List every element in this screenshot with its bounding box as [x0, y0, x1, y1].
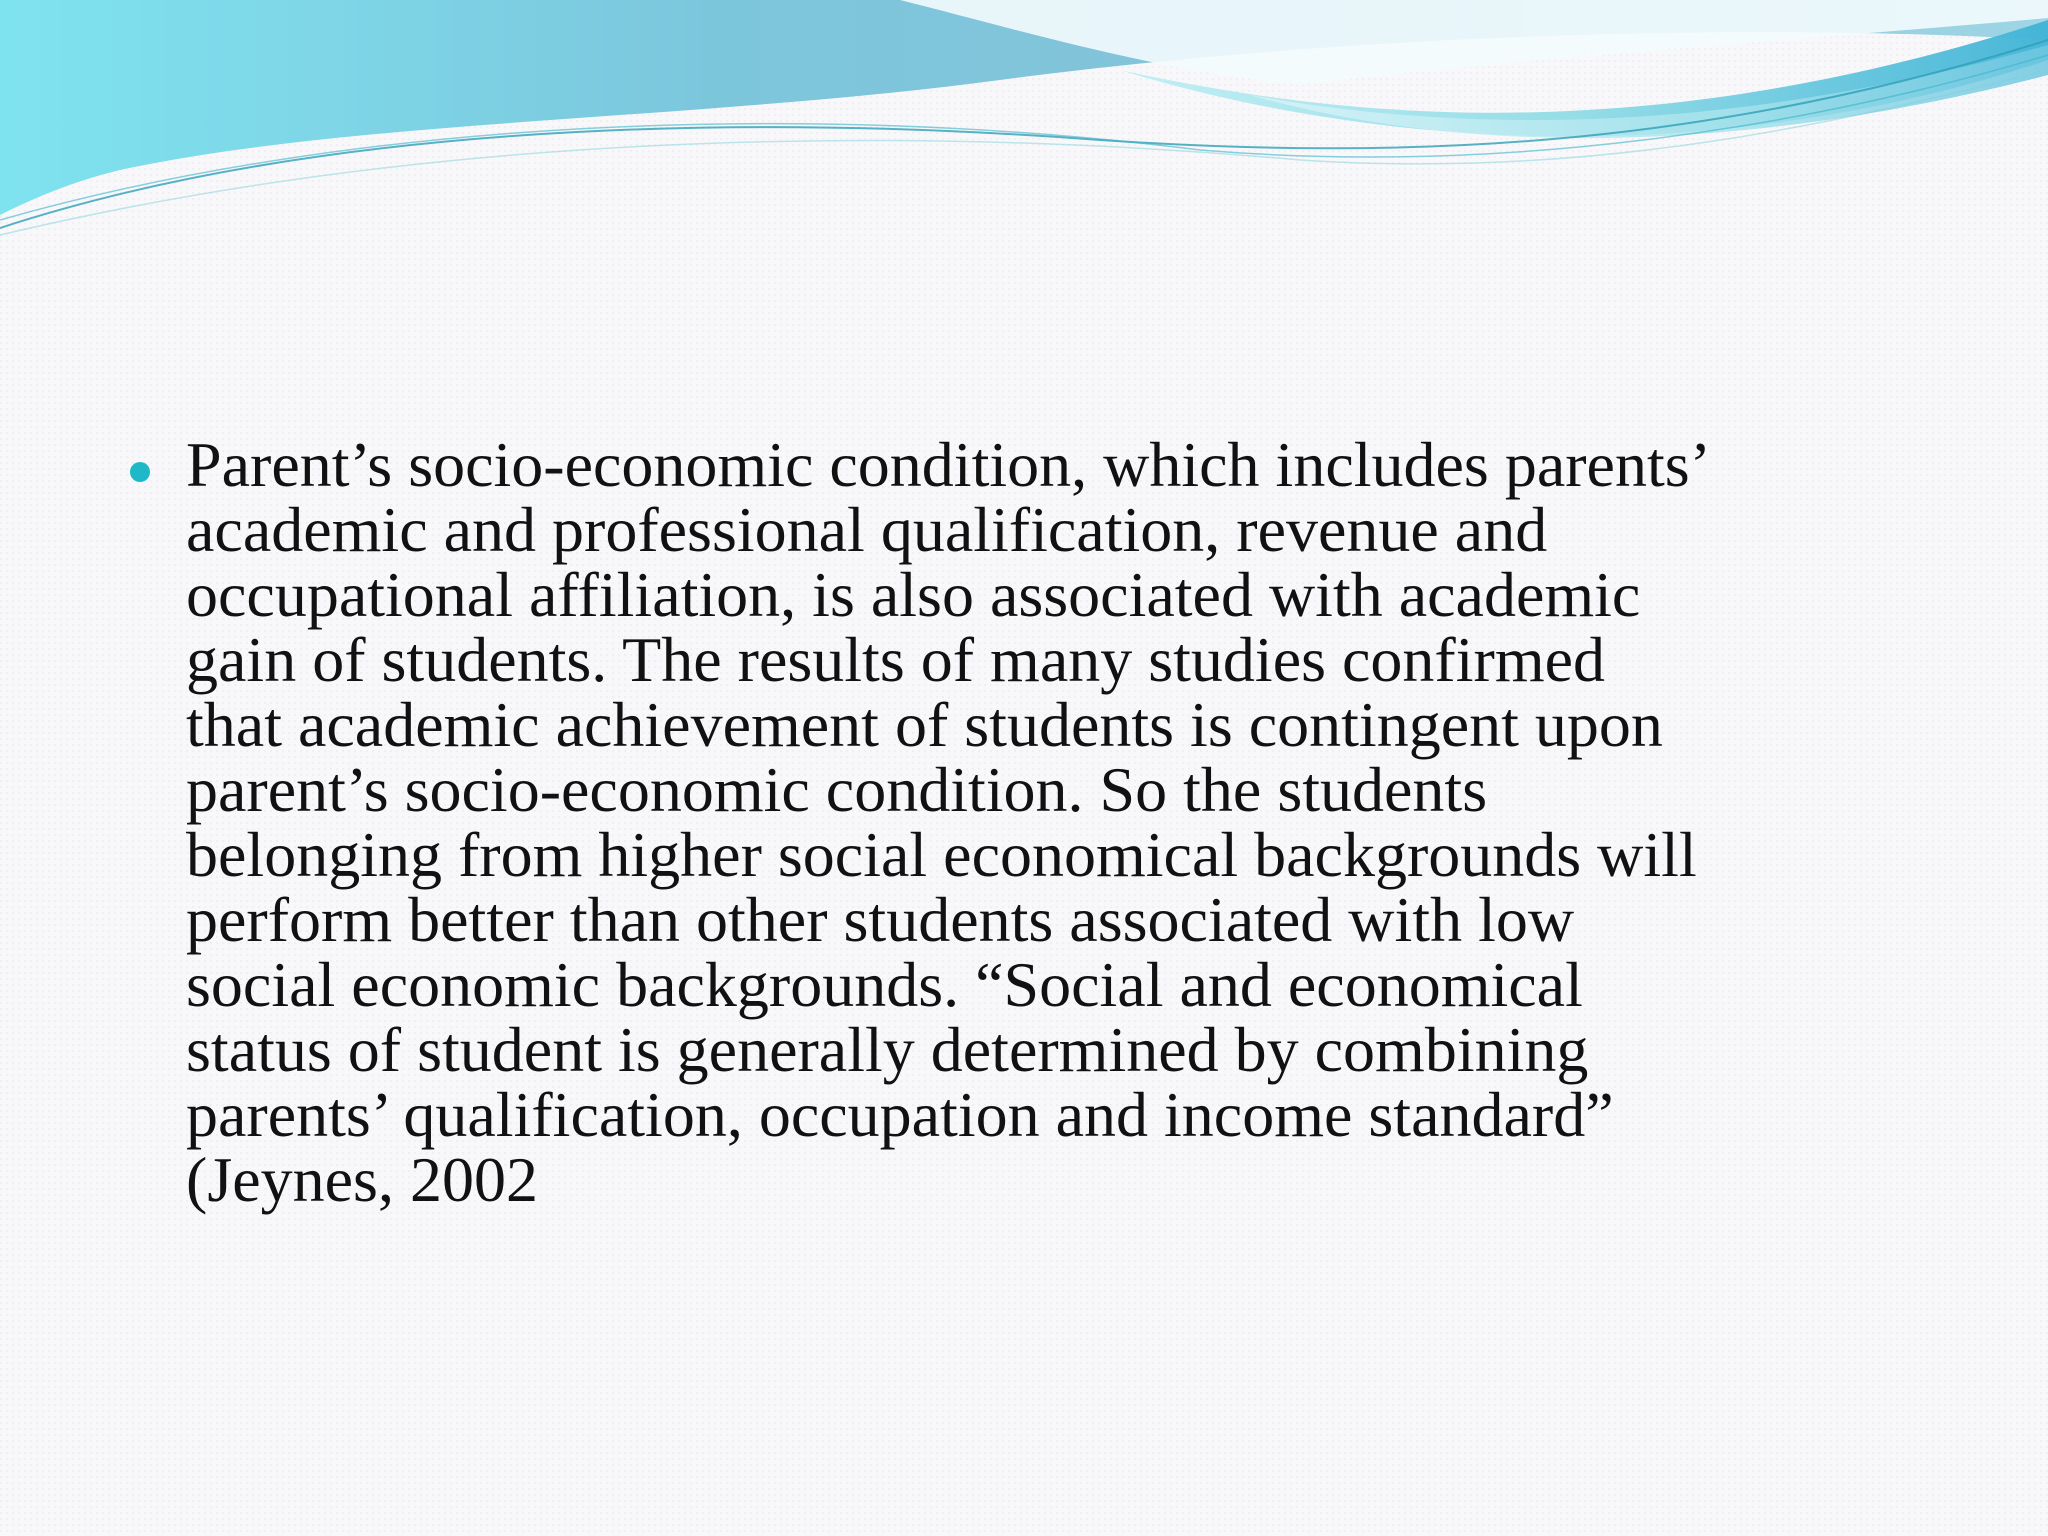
bullet-text: Parent’s socio-economic condition, which includes parents’ academic and professional qualification, revenue and occupational affiliation, is also associated with academic gain of students. The results of many studies confirmed that academic achievement of students is contingent upon parent’s socio-economic condition. So the students belonging from higher social economical backgrounds will perform better than other students associated with low social economic backgrounds. “Social and economical status of student is generally determined by combining parents’ qualification, occupation and income standard” (Jeynes, 2002	[186, 429, 1711, 1215]
content-area	[122, 429, 1952, 1215]
bullet-item	[122, 429, 1952, 1215]
wave-header-decoration	[0, 0, 2048, 240]
bullet-dot-icon	[130, 462, 150, 482]
